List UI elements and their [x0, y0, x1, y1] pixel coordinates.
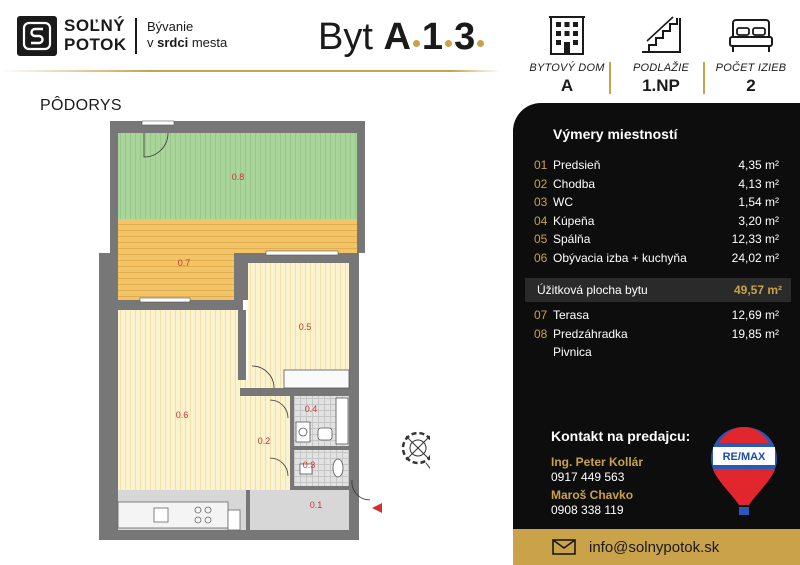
room-name: Predsieň [553, 158, 601, 173]
room-number: 05 [534, 232, 548, 247]
room-name: Chodba [553, 176, 596, 191]
room-area-value: 4,35 m² [738, 158, 779, 173]
room-number: 07 [534, 308, 548, 323]
room-name: Predzáhradka [553, 326, 628, 341]
room-area [118, 310, 238, 490]
window [266, 251, 338, 255]
info-rooms-label: POČET IZIEB [715, 62, 787, 74]
info-panel [513, 103, 800, 565]
window [142, 121, 174, 125]
wall [357, 121, 365, 253]
room-number: 06 [534, 250, 548, 265]
room-number: 08 [534, 326, 548, 341]
list-item [534, 193, 779, 212]
list-item [534, 230, 779, 249]
room-number: 01 [534, 158, 548, 173]
kitchen-sink [154, 508, 168, 522]
header-divider [0, 70, 500, 72]
wall [99, 530, 359, 540]
contact-name: Ing. Peter Kollár [551, 455, 644, 469]
tagline-line1: Bývanie [147, 19, 194, 34]
bed-icon [727, 15, 775, 55]
wall [349, 263, 359, 475]
room-number: 03 [534, 195, 548, 210]
title-code [383, 16, 486, 58]
floor-plan [0, 110, 430, 550]
room-area-value: 3,20 m² [738, 213, 779, 228]
tagline-bold: srdci [157, 35, 189, 50]
total-area-label: Úžitková plocha bytu [537, 283, 648, 297]
toilet [333, 459, 343, 477]
wall [349, 465, 359, 540]
page-title [318, 14, 486, 60]
room-name: Kúpeňa [553, 213, 595, 228]
wall [290, 486, 359, 490]
title-dot [445, 40, 452, 47]
info-building-value: A [560, 76, 574, 95]
room-label: 0.6 [175, 410, 189, 420]
room-label: 0.2 [257, 436, 271, 446]
wall [290, 446, 349, 450]
contact-phone[interactable]: 0908 338 119 [551, 503, 624, 517]
brand-separator [135, 18, 137, 54]
list-item [534, 175, 779, 194]
email-link[interactable]: info@solnypotok.sk [589, 538, 720, 556]
balloon-text: RE/MAX [722, 451, 766, 463]
title-word: Byt [318, 16, 384, 58]
wall [238, 310, 246, 380]
info-floor-label: PODLAŽIE [632, 62, 689, 74]
room-label: 0.5 [298, 322, 312, 332]
entrance-arrow-icon [372, 503, 382, 513]
room-area-value: 24,02 m² [731, 250, 779, 265]
list-item [534, 156, 779, 175]
tagline-line2 [147, 35, 227, 51]
remax-balloon-logo [709, 425, 779, 521]
compass-icon [403, 433, 430, 484]
sink [318, 428, 332, 440]
tagline-pre: v [147, 35, 158, 50]
bathtub [336, 398, 348, 444]
room-name: WC [553, 195, 573, 210]
title-dot [413, 40, 420, 47]
wall [240, 388, 349, 396]
room-name: Obývacia izba + kuchyňa [553, 250, 687, 265]
window [140, 298, 190, 302]
info-floor-value: 1.NP [642, 76, 680, 95]
room-area [118, 219, 357, 253]
contact-phone[interactable]: 0917 449 563 [551, 470, 625, 484]
list-item [534, 343, 779, 362]
wall [110, 121, 118, 253]
stairs-icon [639, 15, 683, 55]
washing-machine [296, 422, 310, 442]
room-area-value: 12,69 m² [731, 308, 779, 323]
building-icon [547, 14, 587, 56]
total-area-value: 49,57 m² [733, 283, 782, 297]
room-area-value: 4,13 m² [738, 176, 779, 191]
total-area-row [525, 278, 791, 302]
contact-title: Kontakt na predajcu: [551, 428, 691, 444]
room-label: 0.7 [177, 258, 191, 268]
room-label: 0.4 [304, 404, 318, 414]
room-name: Spálňa [553, 232, 591, 247]
info-rooms [706, 14, 796, 96]
info-floor [616, 14, 706, 96]
fridge [228, 510, 240, 530]
room-area [118, 253, 234, 300]
wall [290, 396, 294, 486]
wall [99, 253, 118, 538]
info-building-label: BYTOVÝ DOM [529, 62, 605, 74]
room-label: 0.8 [231, 172, 245, 182]
room-area-value: 1,54 m² [738, 195, 779, 210]
brand-line2: POTOK [64, 35, 127, 54]
list-item [534, 212, 779, 231]
brand-name [64, 16, 127, 54]
title-floor: 1 [421, 16, 444, 58]
brand-logo [17, 16, 57, 56]
logo-mark-icon [17, 16, 57, 56]
wardrobe [284, 370, 349, 388]
list-item [534, 249, 779, 268]
room-number: 02 [534, 176, 548, 191]
info-building [522, 14, 612, 96]
kitchen-counter [118, 502, 228, 528]
list-item [534, 306, 779, 325]
info-divider [609, 62, 611, 94]
floor-plan-label: PÔDORYS [40, 97, 122, 114]
tagline-post: mesta [188, 35, 228, 50]
contact-name: Maroš Chavko [551, 488, 634, 502]
areas-title: Výmery miestností [553, 126, 678, 142]
list-item [534, 325, 779, 344]
info-divider [703, 62, 705, 94]
info-rooms-value: 2 [746, 76, 756, 95]
tagline [147, 19, 227, 51]
mail-icon [552, 539, 576, 555]
room-area-value: 19,85 m² [731, 326, 779, 341]
wall [246, 490, 250, 530]
title-building: A [383, 16, 411, 58]
room-area [238, 380, 290, 490]
email-bar[interactable] [513, 529, 800, 565]
title-unit: 3 [454, 16, 476, 58]
room-area-value: 12,33 m² [731, 232, 779, 247]
title-dot [477, 40, 484, 47]
room-label: 0.1 [309, 500, 323, 510]
room-number: 04 [534, 213, 548, 228]
room-name: Terasa [553, 308, 590, 323]
room-list [534, 156, 779, 267]
brand-line1: SOĽNÝ [64, 16, 126, 35]
room-name: Pivnica [553, 345, 592, 360]
extra-room-list [534, 306, 779, 362]
room-label: 0.3 [302, 460, 316, 470]
